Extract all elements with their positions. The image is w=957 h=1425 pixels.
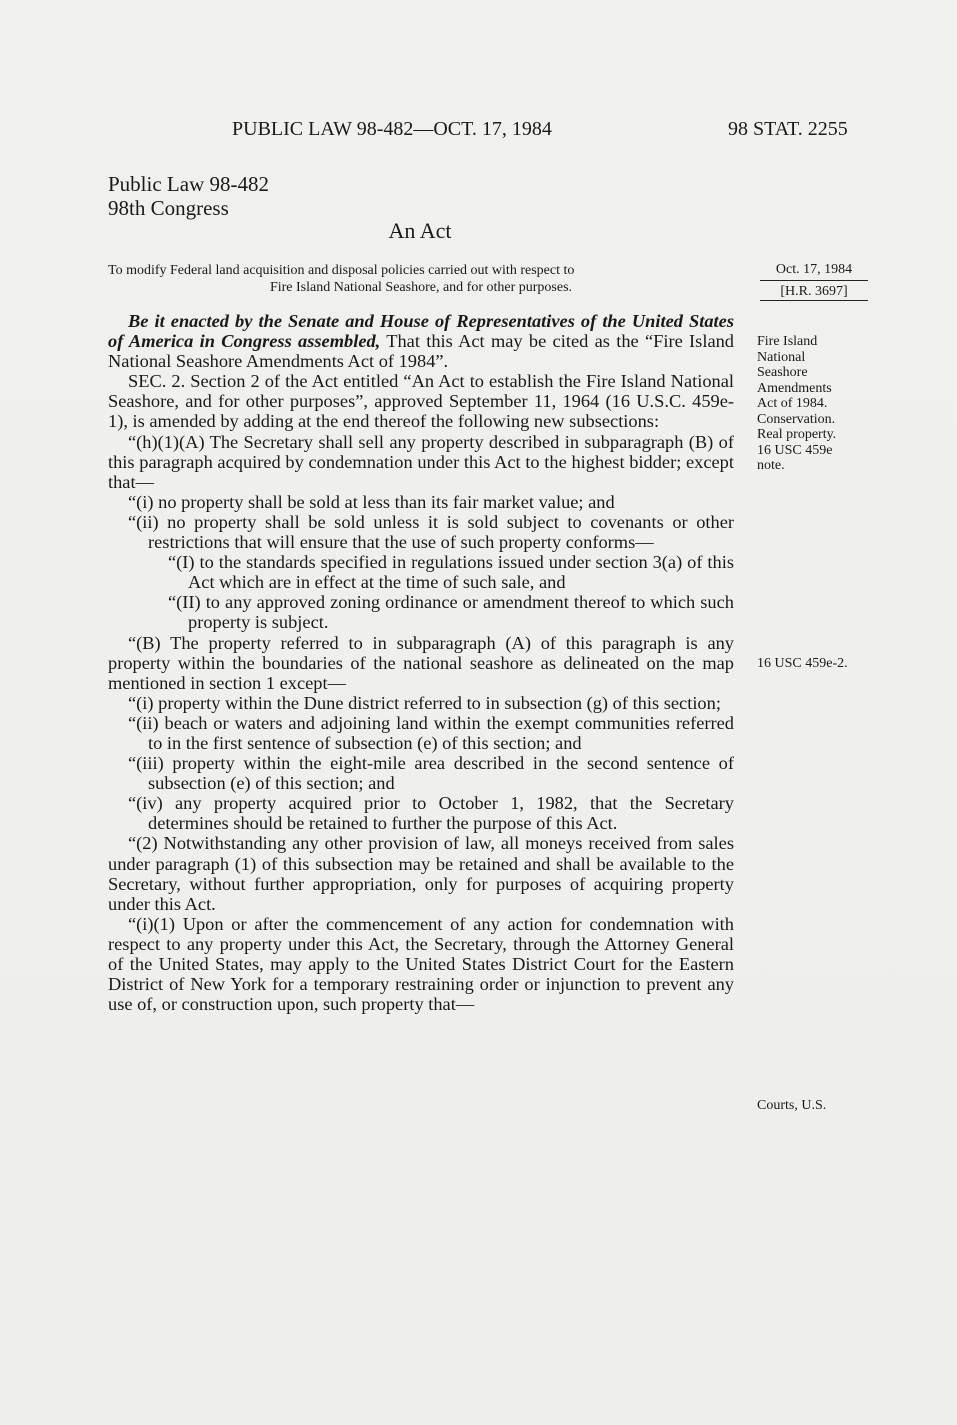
margin-note-line: National — [757, 349, 806, 365]
clause-h-ii: “(ii) no property shall be sold unless it is sold subject to covenants or other restrictions that will ensure that the use of such property conforms— — [128, 511, 734, 553]
act-heading: An Act — [388, 218, 452, 243]
margin-note-line: Act of 1984. — [757, 396, 828, 411]
margin-note-line: Amendments — [757, 380, 832, 396]
bill-number: [H.R. 3697] — [760, 281, 868, 301]
margin-note-line: Real property. — [757, 427, 837, 442]
margin-note-line: note. — [757, 458, 785, 473]
act-purpose — [108, 262, 734, 296]
short-title: That this Act may be cited as the “Fire Island National Seashore Amendments Act of 1984”. — [108, 331, 735, 372]
enactment-date: Oct. 17, 1984 — [760, 262, 868, 281]
subclause-h-ii-I: “(I) to the standards specified in regulations issued under section 3(a) of this Act which are in effect at the time of such sale, and — [168, 552, 734, 593]
margin-note-fire-island — [757, 334, 867, 474]
margin-note-courts: Courts, U.S. — [757, 1098, 827, 1113]
margin-note-line: Fire Island — [757, 334, 818, 349]
clause-B-iv: “(iv) any property acquired prior to October 1, 1982, that the Secretary determines should be retained to further the purpose of this Act. — [128, 793, 734, 834]
subsection-i-1: “(i)(1) Upon or after the commencement of any action for condemnation with respect to any property under this Act, the Secretary, through the Attorney General of the United States, may apply to the United States District Court for the Eastern District of New York for a temporary restraining order or injunction to prevent any use of, or construction upon, such property that— — [108, 913, 734, 1015]
margin-note-usc: 16 USC 459e-2. — [757, 656, 848, 671]
subclause-h-ii-II: “(II) to any approved zoning ordinance or amendment thereof to which such property is subject. — [168, 592, 734, 633]
margin-note-line: 16 USC 459e — [757, 442, 833, 458]
running-head — [0, 118, 957, 144]
enacting-formula: Be it enacted by the Senate and House of Representatives of the United States of America in Congress assembled, — [108, 311, 734, 352]
purpose-line-1: To modify Federal land acquisition and disposal policies carried out with respect to — [108, 263, 575, 278]
clause-B-iii: “(iii) property within the eight-mile area described in the second sentence of subsection (e) of this section; and — [128, 753, 734, 794]
act-body — [108, 311, 734, 1014]
law-number: Public Law 98-482 — [108, 172, 269, 196]
purpose-line-2: Fire Island National Seashore, and for other purposes. — [269, 280, 573, 295]
enactment-box — [760, 262, 868, 301]
page-reference: 98 STAT. 2255 — [728, 118, 848, 140]
running-title: PUBLIC LAW 98-482—OCT. 17, 1984 — [232, 118, 552, 140]
subsection-h-1-A: “(h)(1)(A) The Secretary shall sell any property described in subparagraph (B) of this paragraph acquired by condemnation under this Act to the highest bidder; except that— — [108, 431, 734, 492]
subparagraph-B: “(B) The property referred to in subparagraph (A) of this paragraph is any property within the boundaries of the national seashore as delineated on the map mentioned in section 1 except— — [108, 632, 734, 693]
congress-number: 98th Congress — [108, 196, 229, 220]
enacting-clause — [108, 311, 734, 371]
clause-h-i: “(i) no property shall be sold at less than its fair market value; and — [128, 491, 615, 512]
margin-note-line: Conservation. — [757, 411, 836, 427]
clause-B-i: “(i) property within the Dune district referred to in subsection (g) of this section; — [128, 692, 721, 713]
law-identification — [108, 172, 269, 220]
section-2: SEC. 2. Section 2 of the Act entitled “An Act to establish the Fire Island National Seashore, and for other purposes”, approved September 11, 1964 (16 U.S.C. 459e-1), is amended by adding at the end thereof the following new subsections: — [108, 371, 734, 432]
clause-B-ii: “(ii) beach or waters and adjoining land within the exempt communities referred to in the first sentence of subsection (e) of this section; and — [128, 712, 734, 753]
margin-note-line: Seashore — [757, 365, 808, 380]
paragraph-2: “(2) Notwithstanding any other provision of law, all moneys received from sales under paragraph (1) of this subsection may be retained and shall be available to the Secretary, without further appropriation, only for purposes of acquiring property under this Act. — [108, 833, 734, 914]
